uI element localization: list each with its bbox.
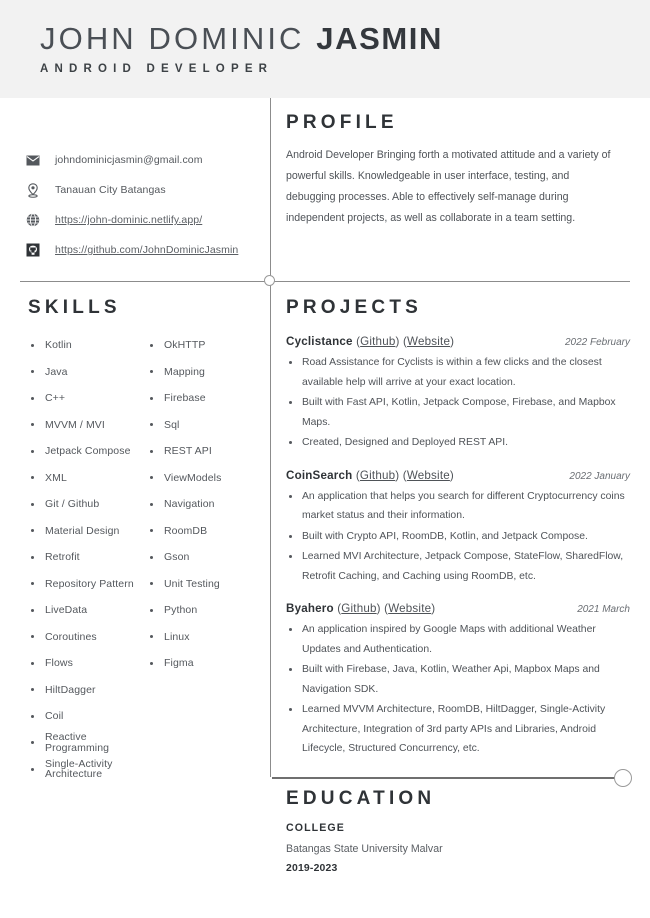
project-links: (Github) (Website) [337, 602, 436, 615]
contact-email-text: johndominicjasmin@gmail.com [55, 154, 203, 166]
project-bullet: Built with Firebase, Java, Kotlin, Weather Api, Mapbox Maps and Navigation SDK. [286, 660, 630, 699]
page-title [40, 23, 650, 56]
last-name: JASMIN [316, 21, 443, 57]
project-bullet: An application inspired by Google Maps with additional Weather Updates and Authentication. [286, 620, 630, 659]
project-bullet: Learned MVI Architecture, Jetpack Compose, StateFlow, SharedFlow, Retrofit Caching, and Caching using RoomDB, etc. [286, 547, 630, 586]
project-bullet: Built with Crypto API, RoomDB, Kotlin, and Jetpack Compose. [286, 527, 630, 547]
project-title-row [286, 469, 454, 482]
skill-item: ViewModels [147, 465, 266, 492]
skill-item: HiltDagger [28, 677, 147, 704]
profile-title: PROFILE [286, 112, 398, 133]
skills-title: SKILLS [28, 297, 121, 318]
project-website-link[interactable]: Website [407, 335, 451, 348]
skill-item: Kotlin [28, 332, 147, 359]
education-title: EDUCATION [286, 788, 436, 809]
skill-item: Python [147, 597, 266, 624]
skill-item: Repository Pattern [28, 571, 147, 598]
project-github-link[interactable]: Github [360, 335, 396, 348]
skill-item: Git / Github [28, 491, 147, 518]
skill-item: OkHTTP [147, 332, 266, 359]
project-entry [286, 469, 630, 587]
contact-item-location [26, 175, 258, 205]
education-divider [272, 777, 618, 779]
job-role: ANDROID DEVELOPER [40, 62, 274, 75]
projects-section [286, 297, 630, 760]
skill-item: Flows [28, 650, 147, 677]
contact-location-text: Tanauan City Batangas [55, 184, 166, 196]
education-years: 2019-2023 [286, 863, 338, 874]
contact-website-link[interactable]: https://john-dominic.netlify.app/ [55, 214, 203, 226]
education-entry [286, 822, 626, 874]
skills-column-right [147, 332, 266, 783]
project-entry [286, 335, 630, 453]
github-icon [26, 243, 48, 257]
skill-item: Coil [28, 703, 147, 730]
contact-item-website[interactable] [26, 205, 258, 235]
contact-github-link[interactable]: https://github.com/JohnDominicJasmin [55, 244, 239, 256]
project-bullet: Built with Fast API, Kotlin, Jetpack Compose, Firebase, and Mapbox Maps. [286, 393, 630, 432]
project-bullet: Learned MVVM Architecture, RoomDB, HiltDagger, Single-Activity Architecture, Integration of 3rd party APIs and Libraries, Android Lifecycle, Structured Concurrency, etc. [286, 700, 630, 759]
vertical-divider [270, 98, 271, 777]
skill-item: Navigation [147, 491, 266, 518]
skill-item: Sql [147, 412, 266, 439]
divider-node-circle-icon [264, 275, 275, 286]
project-website-link[interactable]: Website [406, 468, 450, 482]
education-level: COLLEGE [286, 822, 345, 834]
skill-item: Unit Testing [147, 571, 266, 598]
project-date: 2022 February [564, 337, 630, 348]
skill-item: Single-Activity Architecture [28, 756, 147, 783]
education-section [286, 788, 626, 874]
skill-item: Gson [147, 544, 266, 571]
project-name: Byahero [286, 602, 334, 615]
profile-section [286, 112, 618, 229]
project-title-row [286, 602, 435, 615]
location-pin-icon [26, 183, 48, 198]
skill-item: XML [28, 465, 147, 492]
project-date: 2022 January [569, 470, 630, 482]
skill-item: REST API [147, 438, 266, 465]
project-bullet: Road Assistance for Cyclists is within a few clicks and the closest available help will arrive at your exact location. [286, 353, 630, 392]
first-names: JOHN DOMINIC [40, 21, 305, 57]
skill-item: Java [28, 359, 147, 386]
skill-item: Linux [147, 624, 266, 651]
contact-item-github[interactable] [26, 235, 258, 265]
skill-item: Retrofit [28, 544, 147, 571]
project-bullet: An application that helps you search for different Cryptocurrency coins market status and their information. [286, 487, 630, 526]
skill-item: Coroutines [28, 624, 147, 651]
skill-item: Jetpack Compose [28, 438, 147, 465]
project-website-link[interactable]: Website [388, 602, 432, 615]
skill-item: RoomDB [147, 518, 266, 545]
skills-section [28, 297, 266, 783]
education-school: Batangas State University Malvar [286, 843, 443, 855]
project-name: CoinSearch [286, 468, 353, 482]
skill-item: Reactive Programming [28, 730, 147, 757]
project-github-link[interactable]: Github [341, 602, 377, 615]
project-entry [286, 602, 630, 759]
resume-header [0, 0, 650, 98]
contact-list [26, 145, 258, 265]
project-date: 2021 March [577, 604, 630, 615]
skill-item: Figma [147, 650, 266, 677]
skill-item: Material Design [28, 518, 147, 545]
project-bullets [286, 353, 630, 453]
email-icon [26, 155, 48, 166]
project-links: (Github) (Website) [356, 335, 455, 348]
profile-body-text: Android Developer Bringing forth a motivated attitude and a variety of powerful skills. Knowledgeable in user interface, testing, and debugging processes. Able to effectively self-manage during independent projects, as well as collaborate in a team setting. [286, 149, 611, 224]
project-links: (Github) (Website) [355, 468, 454, 482]
horizontal-divider [20, 281, 630, 282]
globe-icon [26, 213, 48, 227]
skill-item: LiveData [28, 597, 147, 624]
contact-item-email [26, 145, 258, 175]
skill-item: MVVM / MVI [28, 412, 147, 439]
project-github-link[interactable]: Github [359, 468, 396, 482]
skill-item: Mapping [147, 359, 266, 386]
skills-column-left [28, 332, 147, 783]
project-name: Cyclistance [286, 335, 353, 348]
skill-item: C++ [28, 385, 147, 412]
project-bullets [286, 620, 630, 759]
project-title-row [286, 335, 454, 348]
project-bullet: Created, Designed and Deployed REST API. [286, 433, 630, 453]
education-divider-circle-icon [614, 769, 632, 787]
project-bullets [286, 487, 630, 587]
skill-item: Firebase [147, 385, 266, 412]
projects-title: PROJECTS [286, 297, 423, 318]
